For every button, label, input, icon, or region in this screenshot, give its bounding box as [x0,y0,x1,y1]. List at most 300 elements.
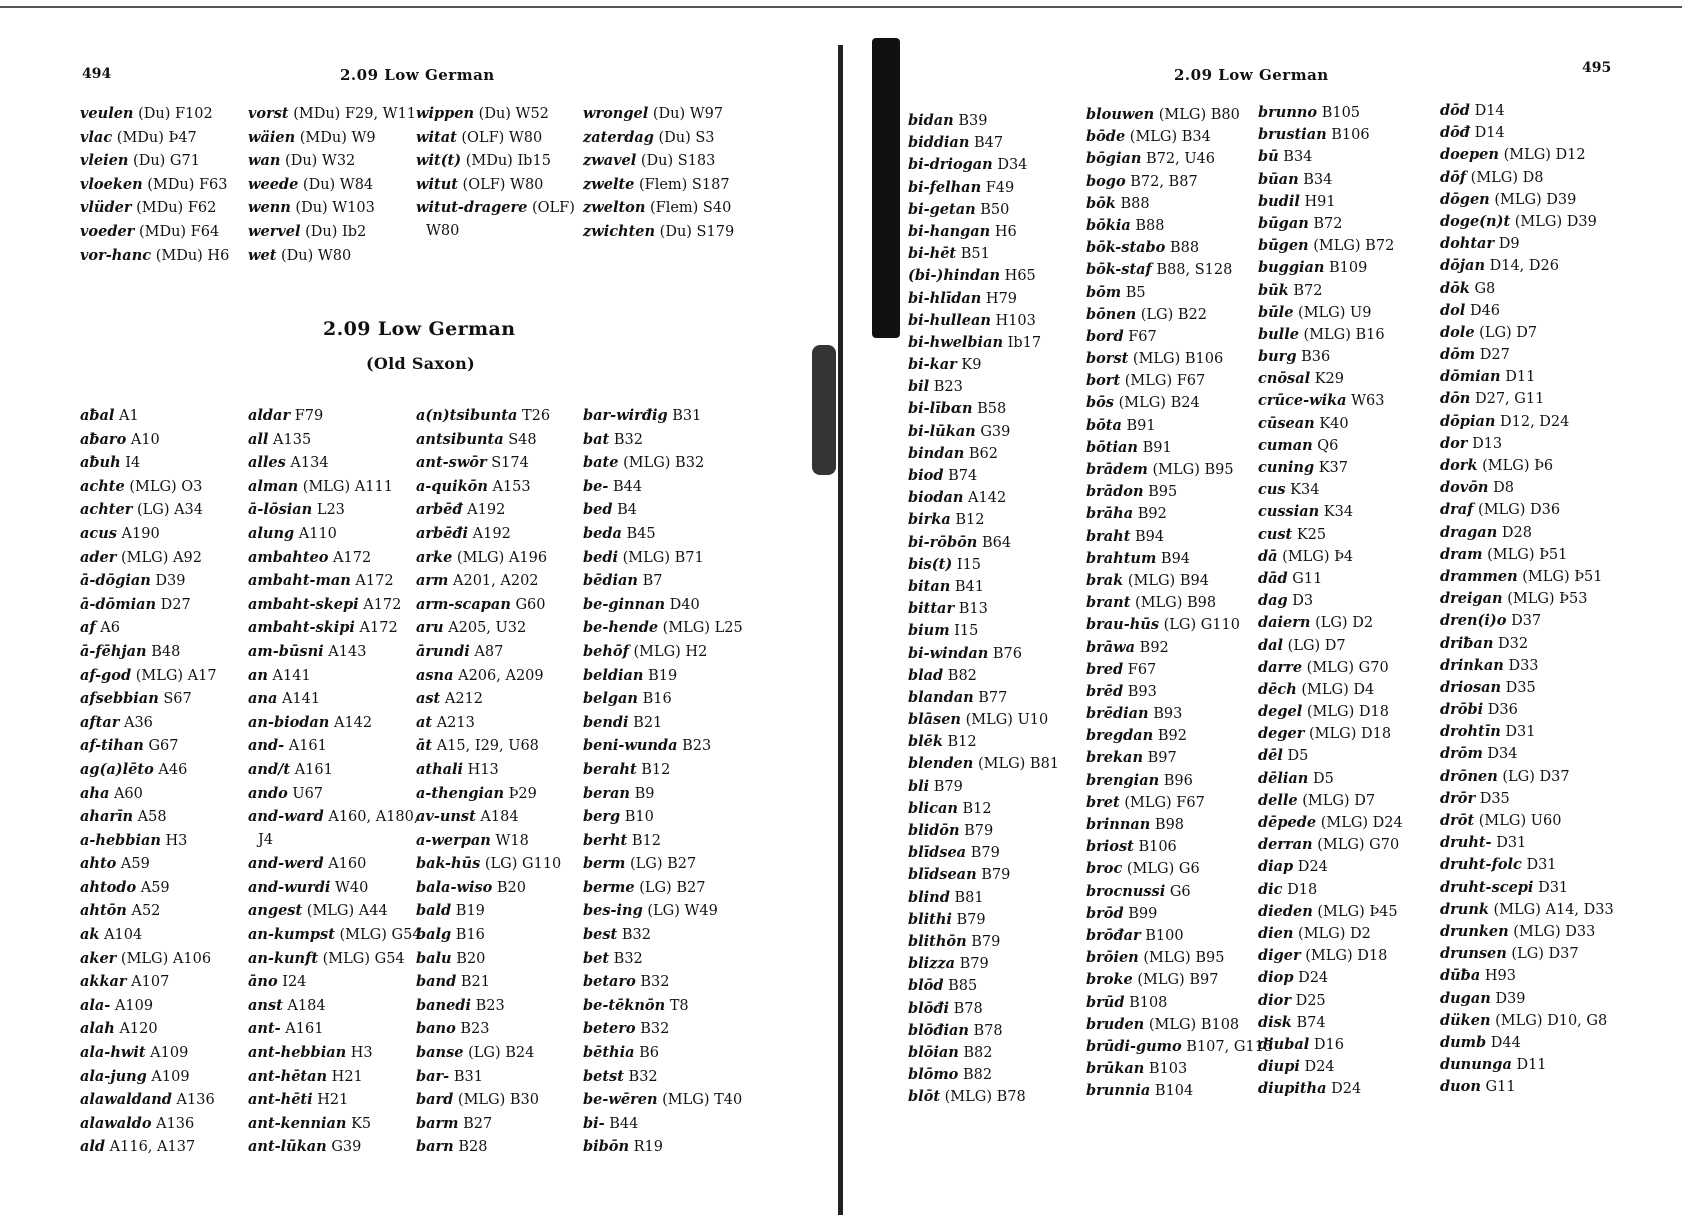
index-entry [80,428,217,452]
reference: (OLF) [531,200,575,217]
reference: (MLG) A106 [120,950,212,967]
headword: cuman [1258,436,1313,454]
index-entry [583,404,743,428]
reference: (MLG) A92 [121,549,202,566]
reference: K40 [1319,415,1349,432]
index-entry [1258,590,1403,612]
reference: B16 [455,927,485,944]
headword: wet [248,246,277,264]
headword: an [248,666,268,684]
reference: (MLG) Þ6 [1482,458,1554,474]
reference: G8 [1474,280,1496,297]
index-entry [1440,899,1614,921]
reference: B109 [1329,260,1368,277]
reference: D39 [155,573,186,590]
headword: berht [583,831,628,849]
headword: blōt [908,1088,941,1106]
reference: D3 [1292,593,1314,610]
headword: dohtar [1440,235,1495,253]
headword: blīdsean [908,866,977,884]
column-3 [1258,102,1403,1100]
index-entry [248,734,422,758]
left-page [0,0,835,1222]
reference: B36 [1301,349,1331,366]
index-entry [1258,302,1403,324]
reference: I15 [956,556,982,573]
headword: bi-hwelbian [908,333,1004,351]
index-entry [1086,415,1273,437]
headword: bium [908,622,950,640]
reference: (MLG) B80 [1158,107,1240,123]
headword: dreigan [1440,590,1503,608]
headword: drinkan [1440,656,1504,674]
index-entry [416,1112,561,1136]
index-entry [80,546,217,570]
index-entry [1258,768,1403,790]
headword: dēpede [1258,814,1317,831]
reference: B23 [933,379,963,396]
index-entry [1258,213,1403,235]
index-entry [908,177,1059,199]
headword: berme [583,878,635,896]
index-entry [908,509,1059,531]
headword: bōk-staf [1086,261,1152,279]
reference: D16 [1313,1036,1344,1053]
index-entry [1086,104,1273,126]
headword: aƀal [80,407,115,424]
index-entry [1086,1014,1273,1036]
reference: B19 [455,903,485,920]
headword: braht [1086,527,1131,545]
headword: ant-kennian [248,1114,347,1132]
reference: D24 [1304,1059,1335,1076]
index-entry [416,923,561,947]
index-entry [583,102,734,126]
reference: A161 [288,738,327,755]
headword: brekan [1086,749,1143,767]
index-entry [1440,544,1614,566]
index-entry [1086,503,1273,525]
headword: bēdian [583,572,638,590]
headword: dol [1440,301,1466,319]
index-entry [1086,148,1273,170]
reference: F67 [1128,328,1157,345]
headword: blandan [908,688,974,706]
headword: aker [80,949,117,967]
headword: alawaldo [80,1114,152,1132]
reference: B12 [962,800,992,817]
top-column-1 [80,102,229,267]
reference: (MLG) D18 [1306,704,1389,721]
headword: dōpian [1440,412,1496,430]
index-entry [248,475,422,499]
headword: bret [1086,793,1120,811]
headword: bi-driogan [908,156,993,174]
index-entry [1440,766,1614,788]
index-entry [908,376,1059,398]
index-entry [908,820,1059,842]
headword: av-unst [416,808,476,826]
reference: (MLG) Þ51 [1522,568,1603,585]
index-entry [248,1135,422,1159]
index-entry [416,1065,561,1089]
index-entry [416,734,561,758]
headword: dūƀa [1440,967,1481,985]
reference: (LG) D37 [1511,946,1579,963]
headword: bōnen [1086,305,1137,323]
reference: B5 [1125,284,1146,301]
headword: brōđar [1086,926,1141,944]
reference: B4 [617,502,638,519]
index-entry [908,643,1059,665]
reference: K25 [1296,526,1327,543]
headword: be-wēren [583,1091,658,1109]
headword: bi-lībαn [908,400,973,418]
headword: af [80,619,96,637]
reference: (MLG) D12 [1503,147,1586,164]
index-entry [80,522,217,546]
index-entry [908,598,1059,620]
reference: A110 [298,525,337,542]
headword: ārundi [416,642,470,660]
headword: bēthia [583,1044,635,1062]
reference: G39 [331,1139,362,1156]
headword: a-hebbian [80,831,161,849]
index-entry [908,798,1059,820]
headword: diupitha [1258,1080,1327,1098]
headword: ast [416,690,441,708]
reference: K34 [1290,482,1320,499]
index-entry [583,640,743,664]
reference: H21 [331,1068,363,1085]
reference: B34 [1283,149,1313,166]
index-entry [1086,326,1273,348]
reference: G60 [515,596,546,613]
reference: B23 [682,738,712,755]
headword: ala-hwit [80,1044,146,1062]
index-entry [80,149,229,173]
index-entry [583,947,743,971]
headword: cus [1258,481,1286,499]
headword: betst [583,1067,624,1085]
index-entry [248,970,422,994]
reference: H3 [165,832,188,849]
headword: ahtōn [80,902,127,920]
reference: (Du) W80 [281,247,352,264]
index-entry [1440,588,1614,610]
index-entry [1086,881,1273,903]
index-entry [416,475,561,499]
headword: doepen [1440,146,1499,164]
reference: B81 [954,889,984,906]
index-entry [1086,814,1273,836]
reference: B32 [628,1068,658,1085]
index-entry [908,731,1059,753]
reference: (MLG) D18 [1305,948,1388,965]
index-entry [1086,215,1273,237]
reference: (MLG) G54 [322,950,405,967]
reference: D31 [1538,879,1569,896]
reference: B76 [992,645,1022,662]
reference: I4 [125,455,141,472]
headword: dōđ [1440,124,1470,142]
headword: acus [80,524,117,542]
index-entry [1086,725,1273,747]
reference: D27, G11 [1474,391,1545,408]
reference: B79 [970,845,1000,862]
reference: (LG) B27 [629,856,697,873]
index-entry [908,487,1059,509]
headword: bet [583,949,610,967]
headword: dag [1258,592,1288,610]
reference: A192 [467,502,506,519]
headword: birka [908,511,951,529]
reference: (MLG) A44 [306,903,388,920]
reference: A172 [333,549,372,566]
headword: brengian [1086,771,1160,789]
column-1 [80,404,217,1159]
headword: cnōsal [1258,370,1311,388]
headword: alman [248,477,299,495]
reference: (MLG) U9 [1298,304,1372,321]
reference: A153 [492,478,531,495]
index-entry [583,569,743,593]
reference: A143 [328,643,367,660]
index-entry [908,1064,1059,1086]
index-entry [248,664,422,688]
reference: (MLG) D24 [1320,815,1403,831]
running-head: 2.09 Low German [1174,66,1329,84]
headword: berm [583,855,626,873]
index-entry [1086,237,1273,259]
index-entry [1258,568,1403,590]
index-entry [1086,370,1273,392]
index-entry [1440,810,1614,832]
headword: dā [1258,547,1278,565]
headword: (bi-)hindan [908,267,1001,285]
index-entry [80,664,217,688]
headword: brādon [1086,483,1144,501]
reference: B45 [626,525,656,542]
headword: dumb [1440,1033,1487,1051]
index-entry [416,522,561,546]
reference: B12 [947,734,977,751]
reference: B94 [1135,528,1165,545]
index-entry [908,443,1059,465]
reference: B79 [971,933,1001,950]
index-entry [1258,990,1403,1012]
index-entry [1440,211,1614,233]
reference: (MDu) Þ47 [116,129,197,146]
index-entry [583,522,743,546]
headword: ala- [80,996,111,1014]
headword: bōgian [1086,150,1142,168]
reference: B91 [1126,417,1156,434]
reference: Ib17 [1007,334,1042,351]
headword: doge(n)t [1440,212,1511,230]
index-entry [80,451,217,475]
reference: (MLG) B72 [1313,238,1395,255]
reference: (MLG) D4 [1301,681,1375,698]
index-entry [416,852,561,876]
index-entry [1440,477,1614,499]
index-entry [248,711,422,735]
index-entry [1086,1058,1273,1080]
reference: D14, D26 [1489,258,1559,275]
index-entry [908,110,1059,132]
headword: witut [416,175,458,193]
headword: dōjan [1440,257,1485,275]
index-entry [583,805,743,829]
reference: B79 [933,778,963,795]
headword: bi-hēt [908,245,957,263]
headword: diap [1258,858,1294,876]
reference: D31 [1496,835,1527,852]
reference: B74 [1296,1014,1326,1031]
index-entry [908,332,1059,354]
headword: bibōn [583,1138,629,1156]
reference: (MLG) B94 [1127,572,1209,589]
reference: (MLG) L25 [662,620,743,637]
index-entry [416,994,561,1018]
headword: bi- [583,1114,605,1132]
reference: (MLG) H2 [633,643,708,660]
index-entry [1258,235,1403,257]
headword: zwichten [583,222,656,240]
index-entry [1086,747,1273,769]
reference: B7 [642,573,663,590]
reference: A136 [176,1092,215,1109]
reference: D34 [997,157,1028,174]
reference: (Du) F102 [138,106,213,122]
headword: an-biodan [248,713,330,731]
index-entry [248,899,422,923]
index-entry [908,132,1059,154]
headword: diubal [1258,1035,1310,1053]
index-entry [583,428,743,452]
index-entry [1258,124,1403,146]
reference: B72, B87 [1130,173,1198,190]
reference: (LG) D37 [1502,768,1570,785]
index-entry [248,687,422,711]
index-entry [908,776,1059,798]
reference: D5 [1312,770,1334,787]
reference: (MLG) G70 [1306,659,1389,676]
index-entry [80,498,217,522]
reference: D46 [1469,302,1501,319]
reference: B32 [613,950,643,967]
reference: (MLG) B81 [977,756,1060,773]
headword: blad [908,666,944,684]
index-entry [80,593,217,617]
index-entry [1440,433,1614,455]
index-entry [416,593,561,617]
headword: blōđi [908,999,949,1017]
index-entry [80,404,217,428]
headword: bat [583,430,610,448]
headword: biod [908,467,944,484]
headword: weede [248,175,299,193]
reference: A109 [151,1068,190,1085]
reference: B106 [1331,127,1370,144]
index-entry [1440,677,1614,699]
index-entry [583,593,743,617]
headword: alah [80,1020,115,1038]
headword: drammen [1440,567,1518,585]
reference: (LG) A34 [136,502,204,519]
reference: (MLG) Þ53 [1507,591,1588,608]
reference: S48 [508,431,537,448]
headword: and-werd [248,855,324,873]
reference: (LG) D2 [1315,615,1374,632]
index-entry [1086,836,1273,858]
headword: brēd [1086,682,1124,700]
reference: A212 [444,691,484,708]
reference: J4 [258,831,274,848]
headword: beni-wunda [583,737,678,755]
reference: (MLG) A111 [302,478,393,495]
reference: D5 [1287,748,1309,765]
index-entry [1440,522,1614,544]
index-entry [1258,346,1403,368]
reference: A161 [285,1021,324,1038]
reference: B64 [981,534,1012,551]
reference: W80 [426,222,460,239]
index-entry [248,126,416,150]
index-entry [1258,901,1403,923]
headword: dōmian [1440,368,1501,386]
reference: B72, U46 [1146,151,1216,168]
index-entry [1258,967,1403,989]
index-entry [80,102,229,126]
index-entry [416,616,561,640]
headword: blind [908,888,950,906]
index-entry [80,899,217,923]
index-entry [1258,169,1403,191]
book-spine [838,45,843,1215]
reference: D27 [160,596,191,613]
headword: brādem [1086,461,1148,478]
reference: B96 [1163,772,1193,789]
index-entry [248,852,422,876]
index-entry [1258,257,1403,279]
reference: D31 [1505,724,1536,741]
headword: briost [1086,838,1134,856]
index-entry [1258,923,1403,945]
reference: (MLG) G70 [1317,837,1400,854]
headword: bōta [1086,416,1122,434]
headword: veulen [80,105,134,122]
reference: (MLG) U10 [965,712,1049,729]
reference: B50 [980,201,1010,218]
reference: B105 [1321,105,1361,121]
reference: A46 [158,761,188,778]
headword: borst [1086,350,1129,368]
reference: H6 [994,223,1017,240]
index-entry [583,546,743,570]
index-entry [1258,146,1403,168]
headword: delle [1258,791,1298,809]
index-entry [908,842,1059,864]
reference: A192 [472,525,511,542]
index-entry [583,782,743,806]
index-entry [416,1017,561,1041]
index-entry [1086,259,1273,281]
index-entry [248,244,416,268]
headword: bōm [1086,283,1122,301]
reference: H79 [985,290,1018,307]
reference: B10 [624,809,654,826]
